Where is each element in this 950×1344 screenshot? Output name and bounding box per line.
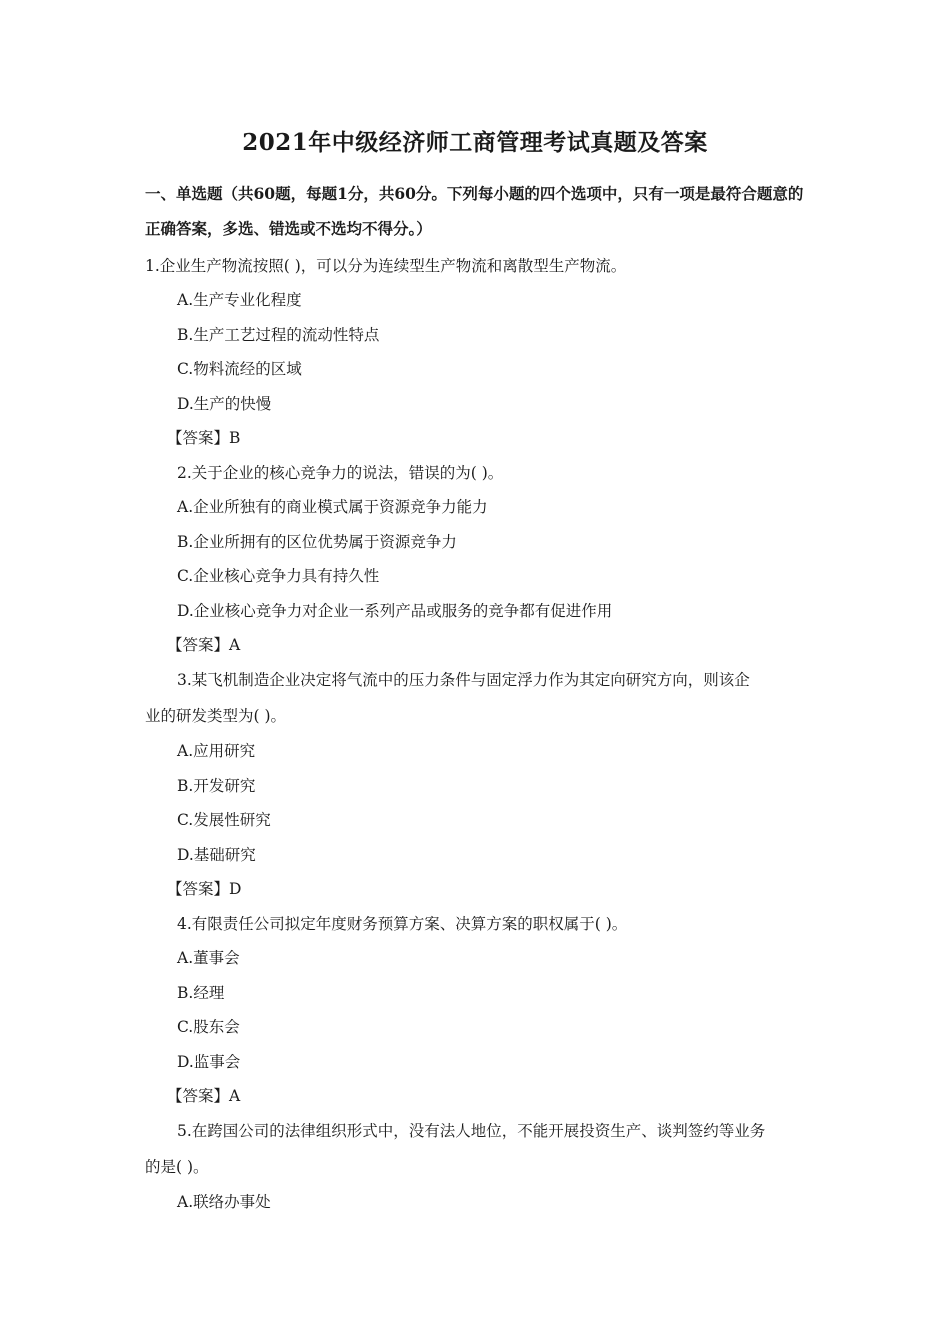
question-4-option-c: C.股东会 — [177, 1018, 240, 1036]
question-4-option-a: A.董事会 — [177, 949, 240, 967]
section-header: 一、单选题（共60题，每题1分，共60分。下列每小题的四个选项中，只有一项是最符合题意的正确答案，多选、错选或不选均不得分。） — [145, 184, 804, 238]
question-3-option-c: C.发展性研究 — [177, 811, 271, 829]
question-3-stem-line1: 3.某飞机制造企业决定将气流中的压力条件与固定浮力作为其定向研究方向，则该企 — [177, 671, 750, 689]
question-3-option-b: B.开发研究 — [177, 777, 256, 795]
question-2-option-b: B.企业所拥有的区位优势属于资源竞争力 — [177, 533, 457, 551]
question-3-answer: 【答案】D — [167, 880, 242, 898]
question-4-option-b: B.经理 — [177, 984, 225, 1002]
question-3-option-a: A.应用研究 — [177, 742, 256, 760]
question-3-option-d: D.基础研究 — [177, 846, 256, 864]
question-1-stem: 1.企业生产物流按照( )，可以分为连续型生产物流和离散型生产物流。 — [145, 257, 627, 275]
question-4-answer: 【答案】A — [167, 1087, 241, 1105]
question-1-option-d: D.生产的快慢 — [177, 395, 272, 413]
question-5-stem-line2: 的是( )。 — [145, 1158, 209, 1176]
question-4-stem: 4.有限责任公司拟定年度财务预算方案、决算方案的职权属于( )。 — [177, 915, 628, 933]
question-2-stem: 2.关于企业的核心竞争力的说法，错误的为( )。 — [177, 464, 504, 482]
question-1-option-c: C.物料流经的区域 — [177, 360, 302, 378]
question-5-stem-line1: 5.在跨国公司的法律组织形式中，没有法人地位，不能开展投资生产、谈判签约等业务 — [177, 1122, 766, 1140]
question-3-stem-line2: 业的研发类型为( )。 — [145, 707, 287, 725]
question-1-option-b: B.生产工艺过程的流动性特点 — [177, 326, 380, 344]
document-title: 2021年中级经济师工商管理考试真题及答案 — [242, 129, 708, 156]
question-1-option-a: A.生产专业化程度 — [177, 291, 302, 309]
question-2-option-c: C.企业核心竞争力具有持久性 — [177, 567, 380, 585]
question-1-answer: 【答案】B — [167, 429, 241, 447]
question-2-option-d: D.企业核心竞争力对企业一系列产品或服务的竞争都有促进作用 — [177, 602, 613, 620]
question-5-option-a: A.联络办事处 — [177, 1193, 271, 1211]
question-2-answer: 【答案】A — [167, 636, 241, 654]
question-2-option-a: A.企业所独有的商业模式属于资源竞争力能力 — [177, 498, 488, 516]
question-4-option-d: D.监事会 — [177, 1053, 241, 1071]
